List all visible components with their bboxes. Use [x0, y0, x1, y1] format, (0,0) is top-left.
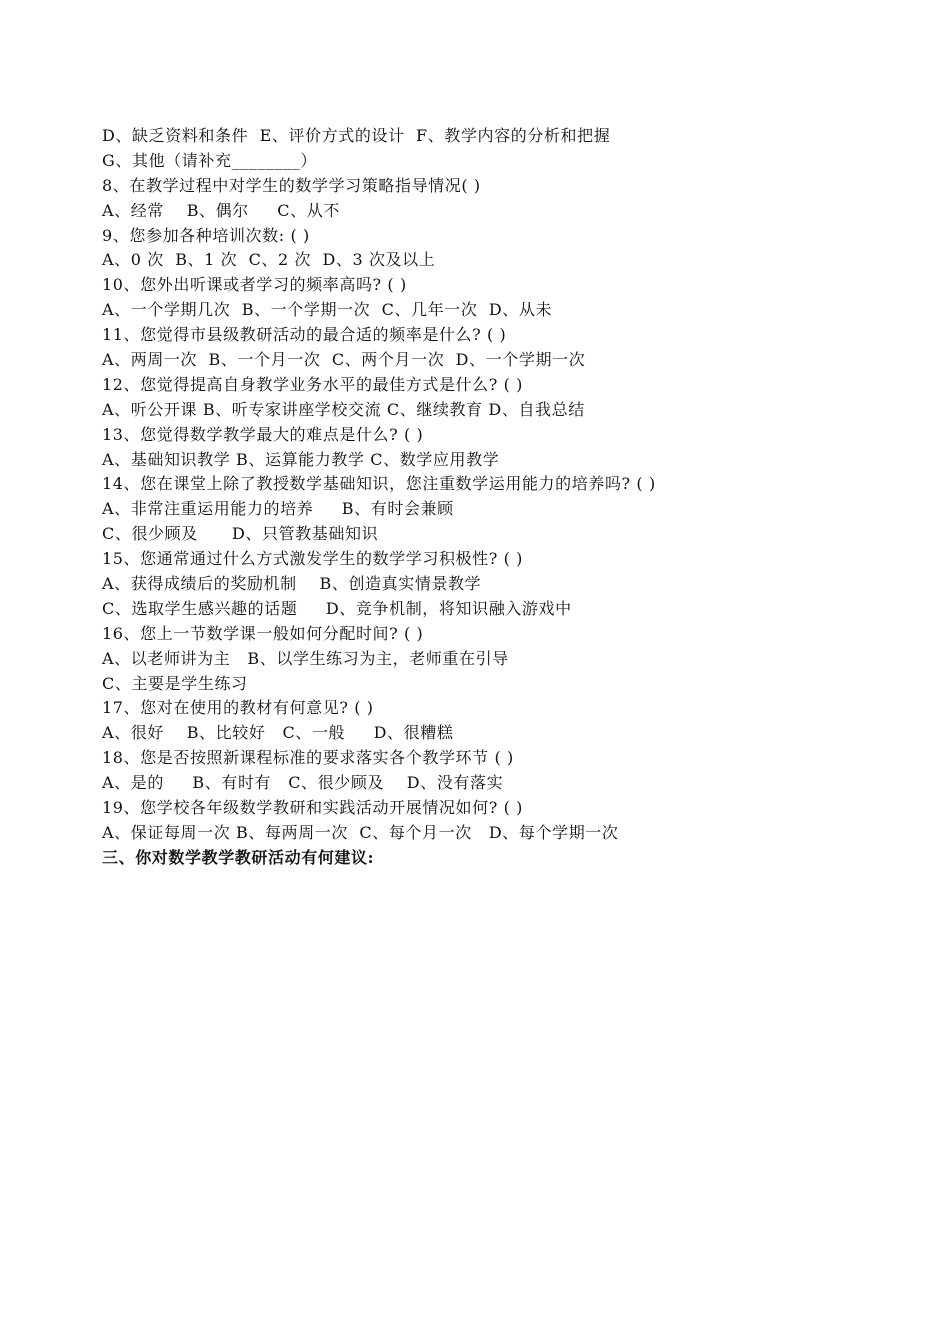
question-10: 10、您外出听课或者学习的频率高吗? ( ) — [102, 275, 407, 295]
question-16-options-ab: A、以老师讲为主 B、以学生练习为主，老师重在引导 — [102, 648, 509, 668]
section-three-heading: 三、你对数学教学教研活动有何建议: — [102, 847, 375, 867]
question-10-options: A、一个学期几次 B、一个学期一次 C、几年一次 D、从未 — [102, 300, 553, 320]
question-18-options: A、是的 B、有时有 C、很少顾及 D、没有落实 — [102, 773, 504, 793]
question-13-options: A、基础知识教学 B、运算能力教学 C、数学应用教学 — [102, 449, 500, 469]
question-14-options-cd: C、很少顾及 D、只管教基础知识 — [102, 524, 379, 544]
question-11-options: A、两周一次 B、一个月一次 C、两个月一次 D、一个学期一次 — [102, 350, 586, 370]
question-9: 9、您参加各种培训次数: ( ) — [102, 225, 310, 245]
question-15-options-cd: C、选取学生感兴趣的话题 D、竞争机制，将知识融入游戏中 — [102, 598, 572, 618]
question-12: 12、您觉得提高自身教学业务水平的最佳方式是什么? ( ) — [102, 374, 523, 394]
option-line-d-e-f: D、缺乏资料和条件 E、评价方式的设计 F、教学内容的分析和把握 — [102, 126, 611, 145]
question-19-options: A、保证每周一次 B、每两周一次 C、每个月一次 D、每个学期一次 — [102, 822, 619, 842]
option-line-g-other: G、其他（请补充________） — [102, 150, 317, 170]
question-14-options-ab: A、非常注重运用能力的培养 B、有时会兼顾 — [102, 499, 454, 519]
question-11: 11、您觉得市县级教研活动的最合适的频率是什么? ( ) — [102, 325, 507, 345]
question-14: 14、您在课堂上除了教授数学基础知识，您注重数学运用能力的培养吗? ( ) — [102, 474, 656, 494]
question-16: 16、您上一节数学课一般如何分配时间? ( ) — [102, 623, 424, 643]
question-13: 13、您觉得数学教学最大的难点是什么? ( ) — [102, 424, 424, 444]
question-8-options: A、经常 B、偶尔 C、从不 — [102, 200, 340, 220]
question-16-options-c: C、主要是学生练习 — [102, 673, 248, 693]
question-12-options: A、听公开课 B、听专家讲座学校交流 C、继续教育 D、自我总结 — [102, 399, 585, 419]
question-15-options-ab: A、获得成绩后的奖励机制 B、创造真实情景教学 — [102, 574, 482, 594]
question-17: 17、您对在使用的教材有何意见? ( ) — [102, 698, 374, 718]
questionnaire-page — [102, 124, 902, 871]
question-18: 18、您是否按照新课程标准的要求落实各个教学环节 ( ) — [102, 748, 514, 768]
question-8: 8、在教学过程中对学生的数学学习策略指导情况( ) — [102, 175, 481, 195]
question-19: 19、您学校各年级数学教研和实践活动开展情况如何? ( ) — [102, 798, 523, 818]
question-9-options: A、0 次 B、1 次 C、2 次 D、3 次及以上 — [102, 250, 436, 270]
question-15: 15、您通常通过什么方式激发学生的数学学习积极性? ( ) — [102, 549, 523, 569]
question-17-options: A、很好 B、比较好 C、一般 D、很糟糕 — [102, 723, 454, 743]
